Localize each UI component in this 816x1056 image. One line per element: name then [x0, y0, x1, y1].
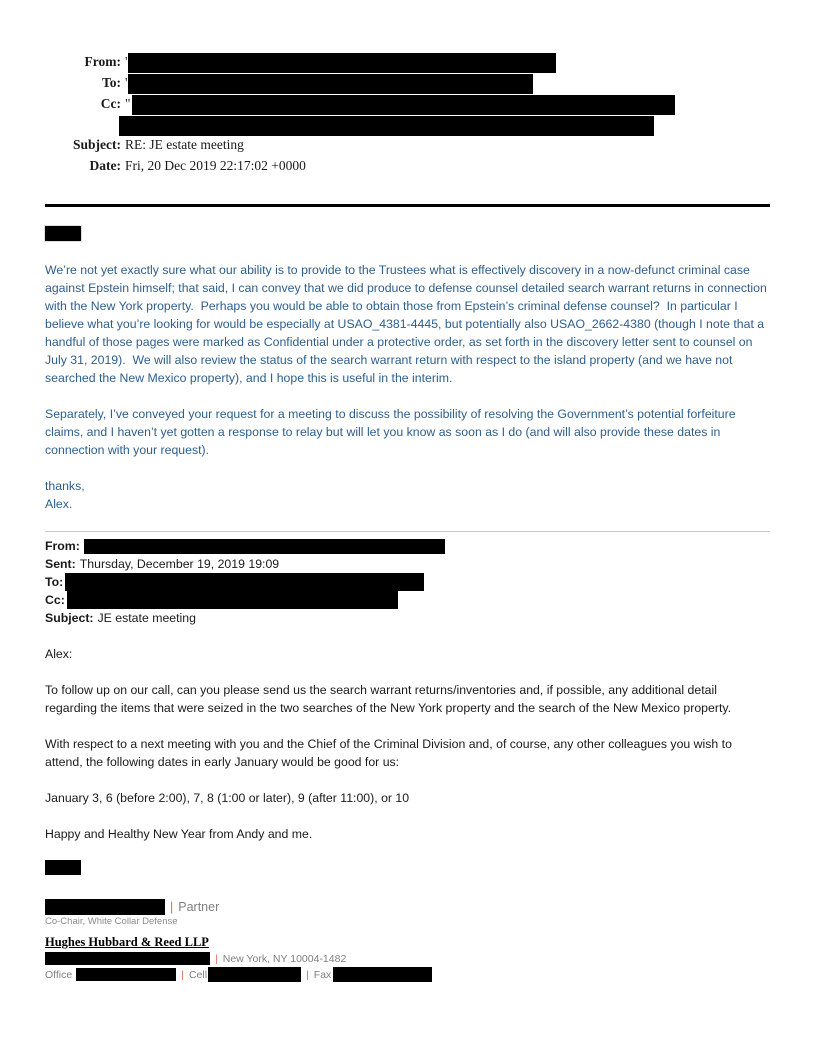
reply-thanks: thanks,	[45, 479, 85, 493]
redaction-bar-street-address	[45, 952, 210, 965]
from-label: From:	[84, 54, 121, 69]
signature-block	[45, 860, 770, 982]
from-quote-mark: '	[125, 54, 128, 69]
quoted-subject-value: JE estate meeting	[97, 611, 196, 625]
quoted-sent-label: Sent:	[45, 557, 76, 571]
redaction-bar-greeting	[45, 226, 81, 241]
to-quote-mark: '	[125, 75, 128, 90]
mail-header	[45, 53, 770, 178]
signature-city: New York, NY 10004-1482	[222, 952, 347, 965]
quoted-cc-label: Cc:	[45, 593, 65, 607]
quoted-paragraph-1: To follow up on our call, can you please send us the search warrant returns/inventories and, if possible, any additional detail regarding the items that were seized in the two searches of the New York property and the search of the New Mexico property.	[45, 683, 732, 715]
separator-pipe: |	[170, 900, 174, 914]
quoted-dates-line: January 3, 6 (before 2:00), 7, 8 (1:00 or later), 9 (after 11:00), or 10	[45, 791, 410, 805]
date-label: Date:	[89, 158, 121, 173]
reply-body	[45, 261, 770, 513]
signature-role: Co-Chair, White Collar Defense	[45, 916, 178, 927]
redaction-bar-signoff-name	[45, 860, 81, 875]
reply-paragraph-1: We’re not yet exactly sure what our ability is to provide to the Trustees what is effectively discovery in a now-defunct criminal case against Epstein himself; that said, I can convey that we did produce to defense counsel detailed search warrant returns in connection with the New York property. Perhaps you would be able to obtain those from Epstein’s criminal defense counsel? In particular I believe what you’re looking for would be especially at USAO_4381-4445, but potentially also USAO_2662-4380 (though I note that a handful of those pages were marked as Confidential under a protective order, as set forth in the discovery letter sent to counsel on July 31, 2019). We will also review the status of the search warrant return with respect to the island property (and we have not searched the New Mexico property), and I hope this is useful in the interim.	[45, 263, 771, 385]
header-row-cc	[45, 95, 770, 136]
header-row-to	[45, 74, 770, 95]
quoted-to-label: To:	[45, 575, 64, 589]
redaction-bar-quoted-to	[65, 573, 424, 591]
header-row-from	[45, 53, 770, 74]
header-row-subject	[45, 136, 770, 157]
office-label: Office	[45, 968, 73, 981]
redaction-bar-cc-line2	[119, 116, 654, 136]
cell-label: Cell	[188, 968, 208, 981]
quoted-greeting: Alex:	[45, 647, 73, 661]
subject-value: RE: JE estate meeting	[125, 137, 244, 152]
reply-paragraph-2: Separately, I’ve conveyed your request for a meeting to discuss the possibility of resolving the Government’s potential forfeiture claims, and I haven’t yet gotten a response to relay but will let you know as soon as I do (and will also provide these dates in connection with your request).	[45, 407, 740, 457]
redaction-bar-office-phone	[76, 968, 176, 981]
subject-label: Subject:	[73, 137, 121, 152]
redaction-bar-signature-name	[45, 899, 165, 915]
redaction-bar-from	[128, 53, 556, 73]
redaction-bar-cell-phone	[208, 967, 301, 982]
quoted-row-subject	[45, 609, 770, 627]
separator-pipe: |	[181, 968, 184, 981]
redaction-bar-fax-number	[333, 967, 432, 982]
header-row-date	[45, 157, 770, 178]
cc-label: Cc:	[100, 96, 121, 111]
quoted-row-sent	[45, 555, 770, 573]
reply-signoff: Alex.	[45, 497, 73, 511]
quoted-sent-value: Thursday, December 19, 2019 19:09	[79, 557, 280, 571]
separator-pipe: |	[306, 968, 309, 981]
quoted-row-cc	[45, 591, 770, 609]
to-label: To:	[101, 75, 121, 90]
quoted-email-divider	[45, 531, 770, 532]
fax-label: Fax	[313, 968, 332, 981]
quoted-wishes-line: Happy and Healthy New Year from Andy and me.	[45, 827, 313, 841]
header-divider-rule	[45, 204, 770, 207]
quoted-mail-header	[45, 537, 770, 627]
quoted-body	[45, 645, 770, 843]
date-value: Fri, 20 Dec 2019 22:17:02 +0000	[125, 158, 306, 173]
quoted-row-to	[45, 573, 770, 591]
redaction-bar-quoted-cc	[67, 591, 398, 609]
quoted-paragraph-2: With respect to a next meeting with you and the Chief of the Criminal Division and, of course, any other colleagues you wish to attend, the following dates in early January would be good for us:	[45, 737, 736, 769]
signature-title: Partner	[178, 900, 220, 914]
redaction-bar-to	[128, 74, 533, 94]
quoted-row-from	[45, 537, 770, 555]
quoted-from-label: From:	[45, 539, 80, 553]
signature-firm-name: Hughes Hubbard & Reed LLP	[45, 935, 209, 949]
cc-quote-mark: "	[125, 96, 131, 111]
redaction-bar-cc-line1	[132, 95, 675, 115]
quoted-subject-label: Subject:	[45, 611, 94, 625]
redaction-bar-quoted-from	[84, 539, 445, 554]
separator-pipe: |	[215, 952, 218, 965]
